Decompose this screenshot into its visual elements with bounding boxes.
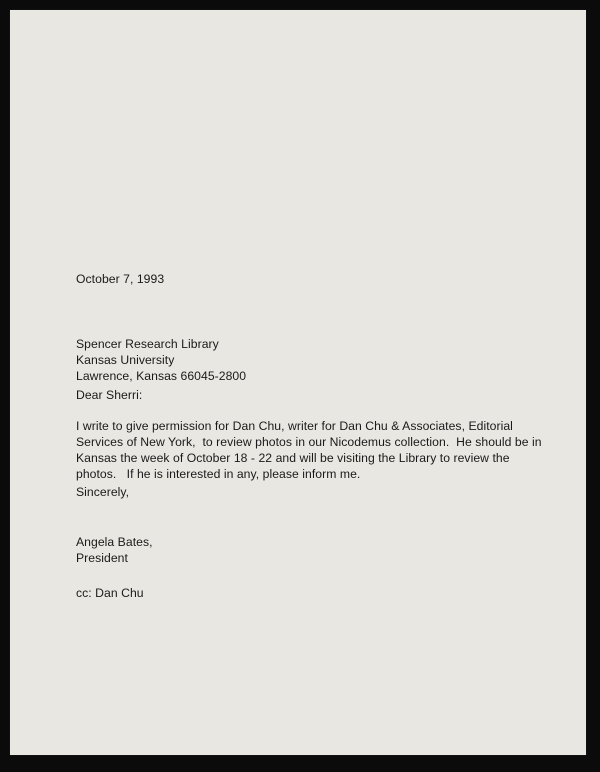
- body-line: Kansas the week of October 18 - 22 and will be visiting the Library to review the: [76, 451, 510, 465]
- body-line: I write to give permission for Dan Chu, writer for Dan Chu & Associates, Editorial: [76, 419, 513, 433]
- letter-date: [76, 271, 164, 287]
- signer-title: President: [76, 551, 128, 565]
- closing: [76, 484, 129, 500]
- date-text: October 7, 1993: [76, 272, 165, 286]
- recipient-org: Kansas University: [76, 353, 175, 367]
- recipient-address: [76, 336, 246, 384]
- salutation: [76, 387, 142, 403]
- letter-body: [76, 418, 542, 482]
- closing-text: Sincerely,: [76, 485, 130, 499]
- body-line: Services of New York, to review photos in our Nicodemus collection. He should be in: [76, 435, 542, 449]
- salutation-text: Dear Sherri:: [76, 388, 143, 402]
- letter-page: [10, 10, 586, 755]
- recipient-name: Spencer Research Library: [76, 337, 219, 351]
- recipient-city: Lawrence, Kansas 66045-2800: [76, 369, 247, 383]
- signer-name: Angela Bates,: [76, 535, 153, 549]
- cc-text: cc: Dan Chu: [76, 586, 144, 600]
- cc-line: [76, 585, 144, 601]
- signature-block: [76, 534, 153, 566]
- body-line: photos. If he is interested in any, please inform me.: [76, 467, 361, 481]
